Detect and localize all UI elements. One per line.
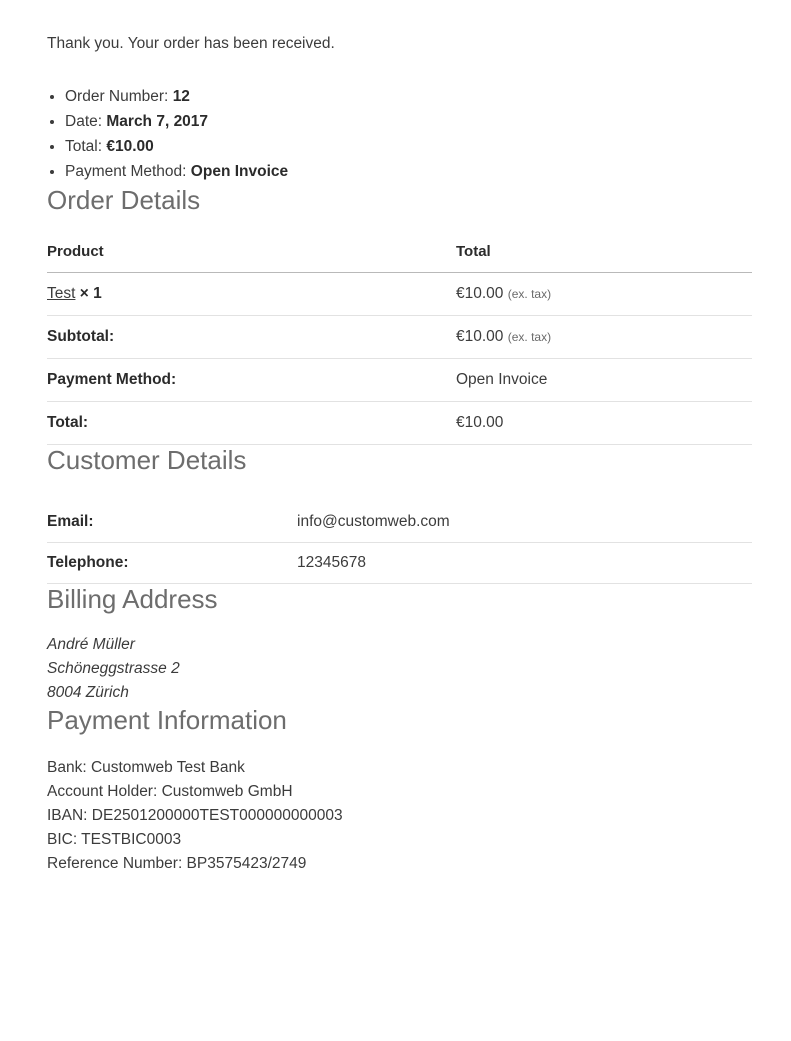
- table-header-row: [47, 243, 752, 273]
- summary-value: Open Invoice: [190, 163, 289, 181]
- payment-information-line: Account Holder: Customweb GmbH: [47, 783, 293, 801]
- subtotal-label: Subtotal:: [47, 315, 456, 358]
- summary-label: Order Number:: [65, 88, 169, 106]
- telephone-value: 12345678: [297, 542, 752, 583]
- total-value: €10.00: [456, 413, 504, 431]
- thank-you-message: Thank you. Your order has been received.: [47, 35, 335, 52]
- order-details-table: [47, 243, 752, 445]
- total-label: Total:: [47, 401, 456, 444]
- payment-method-value-cell: [456, 358, 752, 401]
- list-item: [65, 110, 751, 134]
- telephone-label: Telephone:: [47, 542, 297, 583]
- order-summary-list: [47, 85, 751, 184]
- summary-label: Payment Method:: [65, 163, 187, 181]
- table-row: [47, 502, 752, 543]
- payment-information-line: Bank: Customweb Test Bank: [47, 759, 245, 777]
- product-cell: [47, 272, 456, 315]
- payment-method-label: Payment Method:: [47, 358, 456, 401]
- product-total-cell: [456, 272, 752, 315]
- customer-details-table: [47, 502, 752, 584]
- table-row: [47, 272, 752, 315]
- product-link[interactable]: Test: [47, 284, 76, 302]
- list-item: [65, 85, 751, 109]
- summary-value: 12: [172, 88, 190, 106]
- subtotal-note: (ex. tax): [507, 329, 552, 344]
- subtotal-value: €10.00: [456, 327, 504, 345]
- payment-method-value: Open Invoice: [456, 370, 548, 388]
- payment-information-block: [47, 756, 751, 876]
- billing-address-line: Schöneggstrasse 2: [47, 659, 180, 677]
- summary-value: March 7, 2017: [106, 113, 209, 131]
- column-header-total: Total: [456, 243, 752, 273]
- product-total-value: €10.00: [456, 284, 504, 302]
- billing-address-line: 8004 Zürich: [47, 683, 129, 701]
- billing-address-heading: Billing Address: [47, 583, 218, 614]
- product-quantity-separator: ×: [79, 284, 89, 302]
- product-total-note: (ex. tax): [507, 286, 552, 301]
- billing-address-block: [47, 633, 751, 705]
- table-row: [47, 358, 752, 401]
- total-value-cell: [456, 401, 752, 444]
- customer-details-heading: Customer Details: [47, 444, 247, 475]
- summary-value: €10.00: [106, 138, 154, 156]
- summary-label: Date:: [65, 113, 103, 131]
- list-item: [65, 135, 751, 159]
- email-label: Email:: [47, 502, 297, 543]
- subtotal-value-cell: [456, 315, 752, 358]
- email-value: info@customweb.com: [297, 502, 752, 543]
- table-row: [47, 315, 752, 358]
- list-item: [65, 160, 751, 184]
- order-details-heading: Order Details: [47, 185, 201, 216]
- table-row: [47, 401, 752, 444]
- billing-address-line: André Müller: [47, 635, 135, 653]
- column-header-product: Product: [47, 243, 456, 273]
- product-quantity: 1: [93, 284, 102, 302]
- payment-information-heading: Payment Information: [47, 704, 287, 735]
- payment-information-line: BIC: TESTBIC0003: [47, 831, 182, 849]
- table-row: [47, 542, 752, 583]
- payment-information-line: IBAN: DE2501200000TEST000000000003: [47, 807, 343, 825]
- summary-label: Total:: [65, 138, 103, 156]
- payment-information-line: Reference Number: BP3575423/2749: [47, 855, 307, 873]
